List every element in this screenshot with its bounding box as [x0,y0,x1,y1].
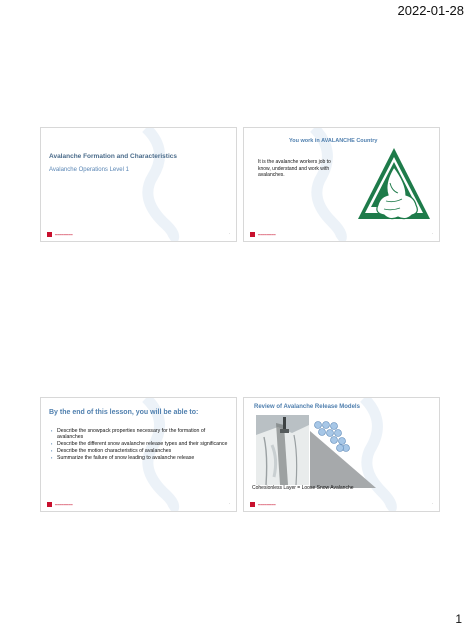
slide-body-text: It is the avalanche workers job to know, understand and work with avalanches. [258,159,331,178]
slide-thumbnail-1 [40,127,237,242]
print-date: 2022-01-28 [397,3,464,18]
objectives-list [51,428,231,461]
slide-footer-logo [47,232,73,237]
slide-thumbnail-2 [243,127,440,242]
slide-footer-logo [47,502,73,507]
slide-title: You work in AVALANCHE Country [289,138,378,144]
list-item: ▪ Describe the different snow avalanche release types and their significance [51,441,231,447]
slide-footer-logo [250,232,276,237]
slide-number-mark: · [228,231,230,236]
brand-mark-icon [47,502,52,507]
list-item: ▪ Describe the snowpack properties necessary for the formation of avalanches [51,428,231,441]
slide-thumbnail-4 [243,397,440,512]
slide-thumbnail-3 [40,397,237,512]
page-number: 1 [455,612,462,626]
brand-logo-icon: ━━━━━━━━ [258,232,276,237]
loose-snow-release-diagram [310,421,376,488]
brand-logo-icon: ━━━━━━━━ [55,502,73,507]
slide-subtitle: Avalanche Operations Level 1 [49,167,129,173]
slide-number-mark: · [228,501,230,506]
brand-mark-icon [47,232,52,237]
slide-footer-logo [250,502,276,507]
slide-title: By the end of this lesson, you will be able to: [49,409,199,416]
brand-logo-icon: ━━━━━━━━ [55,232,73,237]
brand-logo-icon: ━━━━━━━━ [258,502,276,507]
diagram-caption: Cohesionless Layer = Loose Snow Avalanche [252,485,354,491]
mountain-avalanche-logo-icon [354,143,434,223]
list-item: ▪ Summarize the failure of snow leading to avalanche release [51,455,231,461]
watermark-graphic [41,128,236,241]
avalanche-slope-photo [256,415,309,485]
slide-title: Review of Avalanche Release Models [254,404,360,410]
slide-number-mark: · [431,231,433,236]
list-item: ▪ Describe the motion characteristics of avalanches [51,448,231,454]
brand-mark-icon [250,232,255,237]
slide-number-mark: · [431,501,433,506]
slide-title: Avalanche Formation and Characteristics [49,153,177,160]
brand-mark-icon [250,502,255,507]
